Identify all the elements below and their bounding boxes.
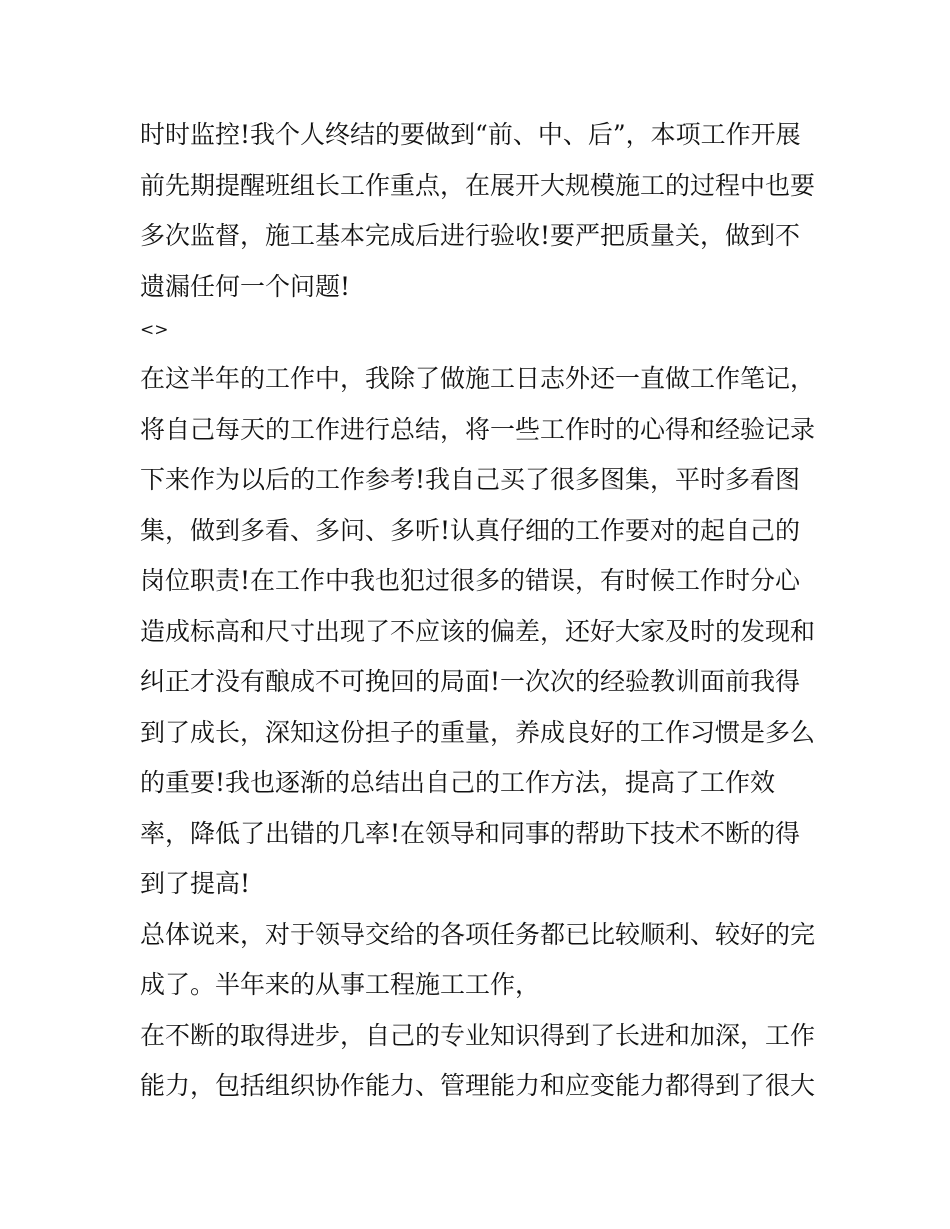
text-line: 在这半年的工作中，我除了做施工日志外还一直做工作笔记，: [140, 364, 816, 393]
text-line: 前先期提醒班组长工作重点，在展开大规模施工的过程中也要: [140, 170, 816, 200]
text-line: 在不断的取得进步，自己的专业知识得到了长进和加深，工作: [140, 1020, 816, 1050]
text-line: 集，做到多看、多问、多听!认真仔细的工作要对的起自己的: [140, 515, 801, 545]
document-body: [140, 110, 820, 1112]
text-line: 能力，包括组织协作能力、管理能力和应变能力都得到了很大: [140, 1071, 816, 1100]
text-line: 多次监督，施工基本完成后进行验收!要严把质量关，做到不: [140, 221, 801, 250]
text-line: 将自己每天的工作进行总结，将一些工作时的心得和经验记录: [140, 414, 816, 444]
text-line: 的重要!我也逐渐的总结出自己的工作方法，提高了工作效: [140, 768, 776, 797]
text-line: 岗位职责!在工作中我也犯过很多的错误，有时候工作时分心: [140, 566, 801, 595]
text-line: 率，降低了出错的几率!在领导和同事的帮助下技术不断的得: [140, 818, 801, 848]
text-line: 到了成长，深知这份担子的重量，养成良好的工作习惯是多么: [140, 717, 816, 747]
text-line: 造成标高和尺寸出现了不应该的偏差，还好大家及时的发现和: [140, 616, 816, 646]
text-line: 时时监控!我个人终结的要做到“前、中、后”，本项工作开展: [140, 120, 801, 149]
text-line: 下来作为以后的工作参考!我自己买了很多图集，平时多看图: [140, 465, 801, 494]
text-line: 纠正才没有酿成不可挽回的局面!一次次的经验教训面前我得: [140, 667, 801, 696]
text-line: 成了。半年来的从事工程施工工作，: [140, 970, 541, 999]
section-marker: <>: [140, 320, 169, 340]
text-line: 遗漏任何一个问题!: [140, 271, 351, 301]
text-line: 总体说来，对于领导交给的各项任务都已比较顺利、较好的完: [140, 919, 816, 949]
text-line: 到了提高!: [140, 869, 251, 898]
